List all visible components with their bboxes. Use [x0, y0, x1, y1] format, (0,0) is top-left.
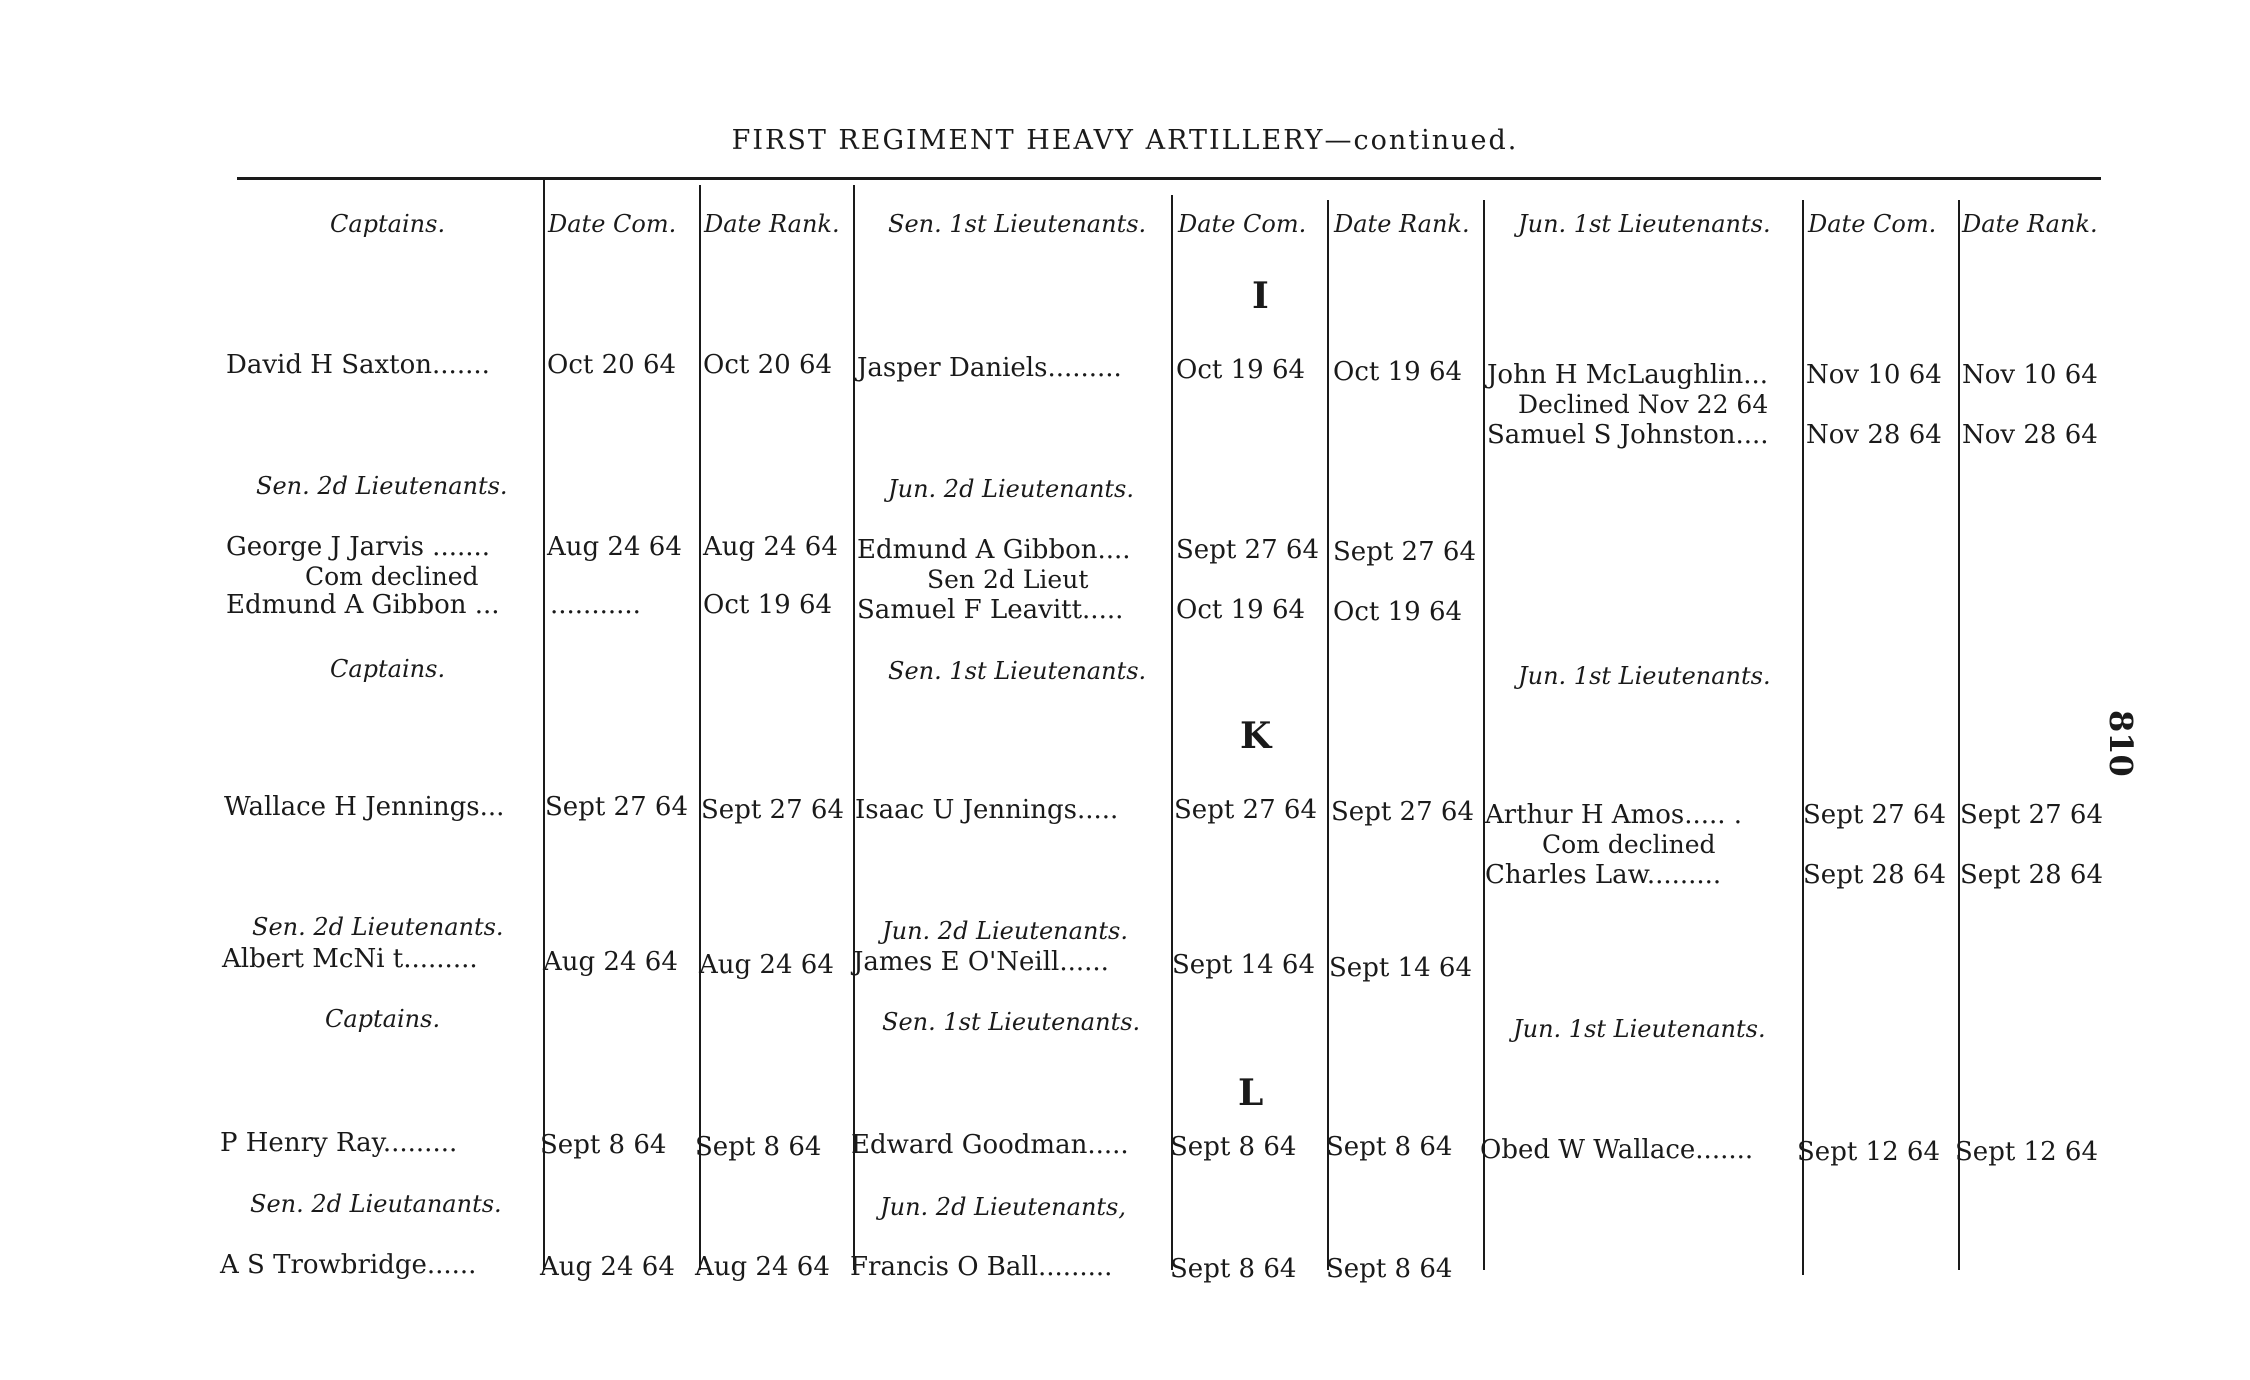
column-rule	[543, 180, 545, 1270]
column-rule	[1802, 200, 1804, 1275]
date-com: Sept 8 64	[1170, 1254, 1297, 1284]
captain-name: Wallace H Jennings...	[224, 792, 505, 822]
column-rule	[1327, 200, 1329, 1270]
sen-2d-label: Sen. 2d Lieutanants.	[250, 1190, 502, 1218]
sen-2d-label: Sen. 2d Lieutenants.	[256, 472, 508, 500]
header-captains: Captains.	[330, 210, 446, 238]
date-com: Sept 27 64	[545, 792, 688, 822]
date-com: Sept 12 64	[1797, 1137, 1940, 1167]
date-com: Oct 20 64	[547, 350, 677, 380]
captains-label: Captains.	[325, 1005, 441, 1033]
jun-2d-label: Jun. 2d Lieutenants.	[888, 475, 1134, 503]
date-com: Sept 28 64	[1803, 860, 1946, 890]
date-rank: Oct 19 64	[1333, 357, 1463, 387]
header-date-rank: Date Rank.	[704, 210, 840, 238]
date-rank: Sept 27 64	[701, 795, 844, 825]
sen-1st-label: Sen. 1st Lieutenants.	[882, 1008, 1141, 1036]
company-letter-i: I	[1252, 275, 1269, 317]
date-rank: Oct 19 64	[1333, 597, 1463, 627]
sen-1st-name: Isaac U Jennings.....	[855, 795, 1119, 825]
column-rule	[699, 185, 701, 1270]
captains-label: Captains.	[330, 655, 446, 683]
header-date-com: Date Com.	[1178, 210, 1307, 238]
date-com: Sept 8 64	[540, 1130, 667, 1160]
column-rule	[1483, 200, 1485, 1270]
jun-2d-name: Edmund A Gibbon....	[857, 535, 1131, 565]
declined-note: Com declined	[305, 562, 479, 591]
date-com: Oct 19 64	[1176, 595, 1306, 625]
header-jun-1st-lieutenants: Jun. 1st Lieutenants.	[1518, 210, 1771, 238]
header-date-com: Date Com.	[1808, 210, 1937, 238]
sen-2d-label: Sen. 2d Lieutenants.	[252, 913, 504, 941]
jun-1st-label: Jun. 1st Lieutenants.	[1518, 662, 1771, 690]
jun-1st-name: Charles Law.........	[1485, 860, 1722, 890]
date-com: Aug 24 64	[543, 947, 678, 977]
date-rank: Sept 27 64	[1960, 800, 2103, 830]
date-rank: Sept 27 64	[1331, 797, 1474, 827]
date-rank: Oct 20 64	[703, 350, 833, 380]
sen-1st-label: Sen. 1st Lieutenants.	[888, 657, 1147, 685]
jun-1st-name: Arthur H Amos..... .	[1485, 800, 1743, 830]
header-date-rank: Date Rank.	[1334, 210, 1470, 238]
date-rank: Aug 24 64	[699, 950, 834, 980]
page-title: FIRST REGIMENT HEAVY ARTILLERY—continued.	[731, 125, 1519, 156]
sen-1st-name: Edward Goodman.....	[851, 1130, 1129, 1160]
company-letter-l: L	[1238, 1072, 1264, 1114]
date-com: Sept 14 64	[1172, 950, 1315, 980]
column-rule	[1171, 195, 1173, 1270]
jun-1st-name: Obed W Wallace.......	[1480, 1135, 1754, 1165]
date-rank: Sept 14 64	[1329, 953, 1472, 983]
header-date-rank: Date Rank.	[1962, 210, 2098, 238]
date-rank: Aug 24 64	[703, 532, 838, 562]
company-letter-k: K	[1240, 715, 1272, 757]
date-rank: Oct 19 64	[703, 590, 833, 620]
column-rule	[853, 185, 855, 1270]
jun-1st-name: John H McLaughlin...	[1487, 360, 1769, 390]
page-number: 810	[2102, 710, 2140, 777]
date-rank: Sept 8 64	[1326, 1132, 1453, 1162]
date-com: Sept 27 64	[1174, 795, 1317, 825]
sen-2d-name: Edmund A Gibbon ...	[226, 590, 500, 620]
date-rank: Sept 28 64	[1960, 860, 2103, 890]
date-rank: Sept 27 64	[1333, 537, 1476, 567]
date-com: Nov 10 64	[1806, 360, 1942, 390]
date-rank: Sept 8 64	[695, 1132, 822, 1162]
date-rank: Sept 8 64	[1326, 1254, 1453, 1284]
header-date-com: Date Com.	[548, 210, 677, 238]
jun-2d-label: Jun. 2d Lieutenants.	[882, 917, 1128, 945]
date-rank: Nov 28 64	[1962, 420, 2098, 450]
sen-2d-name: Albert McNi t.........	[222, 944, 478, 974]
date-rank: Aug 24 64	[695, 1252, 830, 1282]
date-com: Sept 27 64	[1176, 535, 1319, 565]
date-com: Aug 24 64	[540, 1252, 675, 1282]
date-rank: Nov 10 64	[1962, 360, 2098, 390]
date-rank: Sept 12 64	[1955, 1137, 2098, 1167]
jun-2d-name: James E O'Neill......	[853, 947, 1109, 977]
date-com: Nov 28 64	[1806, 420, 1942, 450]
column-rule	[1958, 200, 1960, 1270]
header-sen-1st-lieutenants: Sen. 1st Lieutenants.	[888, 210, 1147, 238]
jun-1st-name: Samuel S Johnston....	[1487, 420, 1769, 450]
date-com: Sept 8 64	[1170, 1132, 1297, 1162]
captain-name: David H Saxton.......	[226, 350, 490, 380]
jun-2d-name: Samuel F Leavitt.....	[857, 595, 1124, 625]
declined-note: Declined Nov 22 64	[1518, 390, 1769, 419]
jun-1st-label: Jun. 1st Lieutenants.	[1513, 1015, 1766, 1043]
jun-2d-label: Jun. 2d Lieutenants,	[880, 1193, 1126, 1221]
jun-2d-name: Francis O Ball.........	[850, 1252, 1113, 1282]
sen-2d-lieut-note: Sen 2d Lieut	[927, 565, 1089, 594]
sen-2d-name: A S Trowbridge......	[220, 1250, 477, 1280]
title-rule	[237, 177, 2101, 180]
date-com: ...........	[550, 590, 641, 620]
date-com: Aug 24 64	[547, 532, 682, 562]
sen-1st-name: Jasper Daniels.........	[857, 353, 1122, 383]
declined-note: Com declined	[1542, 830, 1716, 859]
captain-name: P Henry Ray.........	[220, 1128, 458, 1158]
sen-2d-name: George J Jarvis .......	[226, 532, 491, 562]
date-com: Oct 19 64	[1176, 355, 1306, 385]
date-com: Sept 27 64	[1803, 800, 1946, 830]
